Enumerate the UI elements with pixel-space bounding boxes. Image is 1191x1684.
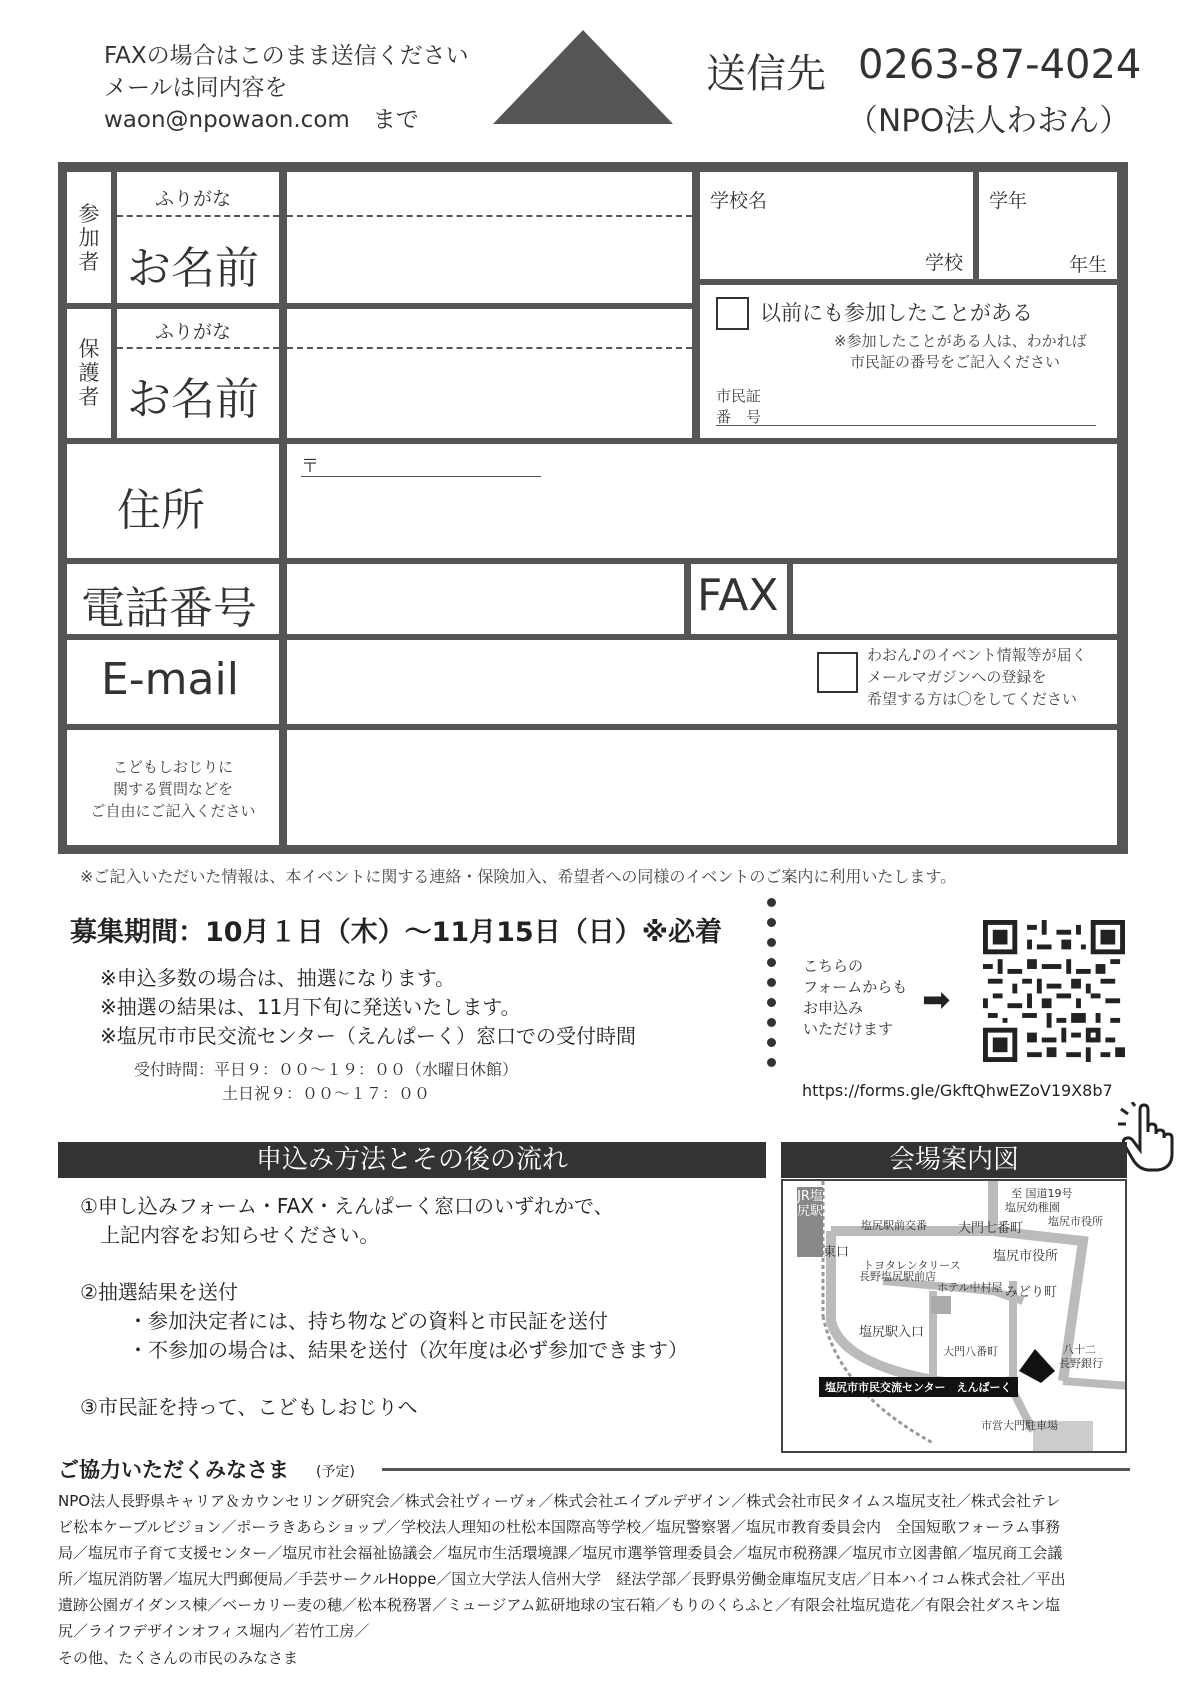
map-label-parking: 市営大門駐車場	[981, 1419, 1058, 1432]
arrow-right-icon: ➡	[922, 980, 951, 1020]
cooperation-line-3: 局／塩尻市子育て支援センター／塩尻市社会福祉協議会／塩尻市生活環境課／塩尻市選挙管理委員会／塩尻市税務課／塩尻市立図書館／塩尻商工会議	[58, 1544, 1063, 1562]
mail-magazine-note-2: メールマガジンへの登録を	[867, 668, 1047, 686]
postal-code-input[interactable]	[301, 476, 541, 477]
map-label-toyota-1: トヨタレンタリース	[863, 1259, 961, 1272]
application-period: 募集期間：10月１日（木）～11月15日（日）※必着	[70, 917, 722, 948]
qr-text-4: いただけます	[803, 1020, 894, 1038]
map-label-kindergarten: 塩尻幼稚園	[1005, 1201, 1060, 1214]
mail-magazine-checkbox[interactable]	[817, 652, 858, 693]
participant-vertical-label: 参加者	[78, 202, 100, 274]
application-form	[58, 162, 1128, 854]
map-label-route19: 至 国道19号	[1011, 1187, 1073, 1200]
map-label-station-entrance: 塩尻駅入口	[859, 1325, 925, 1340]
qr-text-3: お申込み	[803, 999, 864, 1017]
address-label: 住所	[117, 485, 205, 536]
mail-magazine-note-1: わおん♪のイベント情報等が届く	[867, 646, 1087, 664]
header-instruction-1: FAXの場合はこのまま送信ください	[104, 43, 469, 69]
fax-label-cell	[691, 564, 787, 634]
map-station-label: JR塩尻駅	[797, 1187, 823, 1257]
guardian-vertical-label: 保護者	[78, 337, 100, 409]
map-label-city-hall-2: 塩尻市役所	[993, 1249, 1059, 1264]
cooperation-line-1: NPO法人長野県キャリア＆カウンセリング研究会／株式会社ヴィーヴォ／株式会社エイブルデザイン／株式会社市民タイムス塩尻支社／株式会社テレ	[58, 1492, 1061, 1510]
cooperation-line-6: 尻／ライフデザインオフィス堀内／若竹工房／	[58, 1622, 370, 1640]
grade-suffix: 年生	[1068, 254, 1107, 276]
guardian-furigana-label: ふりがな	[155, 321, 232, 343]
guardian-name-input[interactable]	[287, 309, 692, 438]
venue-map	[781, 1179, 1127, 1453]
participant-name-label: お名前	[127, 243, 259, 294]
map-label-toyota-2: 長野塩尻駅前店	[859, 1270, 936, 1283]
previous-participation-checkbox[interactable]	[716, 297, 749, 330]
period-note-3: ※塩尻市市民交流センター（えんぱーく）窓口での受付時間	[100, 1024, 636, 1048]
cooperation-line-2: ビ松本ケーブルビジョン／ポーラきあらショップ／学校法人理知の杜松本国際高等学校／塩尻警察署／塩尻市教育委員会内 全国短歌フォーラム事務	[58, 1518, 1061, 1536]
map-label-police-box: 塩尻駅前交番	[861, 1219, 927, 1232]
map-label-bank-2: 長野銀行	[1059, 1357, 1103, 1370]
school-suffix: 学校	[924, 252, 963, 274]
period-note-1: ※申込多数の場合は、抽選になります。	[100, 966, 456, 990]
previous-participation-label: 以前にも参加したことがある	[760, 301, 1033, 325]
map-label-midori: みどり町	[1005, 1285, 1058, 1300]
guardian-name-label: お名前	[127, 374, 259, 425]
map-label-daimon8: 大門八番町	[943, 1345, 998, 1358]
previous-note-1: ※参加したことがある人は、わかれば	[834, 332, 1087, 350]
guardian-name-label-cell	[117, 309, 279, 438]
cooperation-line-4: 所／塩尻消防署／塩尻大門郵便局／手芸サークルHoppe／国立大学法人信州大学 経法学部／長野県労働金庫塩尻支店／日本ハイコム株式会社／平出	[58, 1570, 1066, 1588]
cooperation-title: ご協力いただくみなさま	[58, 1458, 289, 1482]
participant-label-cell	[67, 172, 111, 303]
grade-label: 学年	[989, 190, 1028, 212]
school-label: 学校名	[710, 190, 768, 212]
reception-hours-weekday: 受付時間：平日９：００～１９：００（水曜日休館）	[134, 1060, 519, 1079]
flow-step-1b: 上記内容をお知らせください。	[100, 1223, 380, 1247]
cooperation-line-7: その他、たくさんの市民のみなさま	[58, 1649, 299, 1667]
form-url-link[interactable]: https://forms.gle/GkftQhwEZoV19X8b7	[802, 1081, 1113, 1100]
questions-label-1: こどもしおじりに	[112, 758, 233, 776]
participant-furigana-label: ふりがな	[155, 188, 232, 210]
map-venue-label: 塩尻市市民交流センター えんぱーく	[819, 1377, 1018, 1397]
map-label-bank-1: 八十二	[1063, 1343, 1096, 1356]
map-section-title: 会場案内図	[781, 1142, 1127, 1178]
guardian-label-cell	[67, 309, 111, 438]
email-label: E-mail	[101, 654, 239, 705]
grade-input[interactable]	[979, 172, 1117, 279]
dotted-divider	[767, 898, 777, 1078]
flow-step-2b: ・不参加の場合は、結果を送付（次年度は必ず参加できます）	[128, 1338, 688, 1362]
questions-label-3: ご自由にご記入ください	[90, 802, 256, 820]
citizen-id-input[interactable]	[716, 425, 1096, 426]
cooperation-divider	[382, 1468, 1130, 1471]
reception-hours-weekend: 土日祝９：００～１７：００	[222, 1084, 431, 1103]
destination-fax-number: 0263-87-4024	[858, 42, 1142, 88]
destination-label: 送信先	[706, 51, 826, 97]
flow-step-2: ②抽選結果を送付	[80, 1280, 238, 1304]
previous-note-2: 市民証の番号をご記入ください	[850, 353, 1061, 371]
questions-label-2: 関する質問などを	[112, 780, 233, 798]
map-label-city-hall-1: 塩尻市役所	[1048, 1215, 1103, 1228]
map-label-hotel: ホテル中村屋	[937, 1281, 1003, 1294]
fax-label: FAX	[697, 570, 779, 621]
map-label-daimon7: 大門七番町	[958, 1221, 1024, 1236]
questions-label-cell	[67, 730, 279, 845]
phone-label: 電話番号	[81, 583, 257, 634]
header-instruction-2: メールは同内容を	[104, 75, 288, 101]
qr-code-icon[interactable]	[983, 920, 1125, 1062]
phone-input[interactable]	[287, 564, 684, 634]
fax-input[interactable]	[793, 564, 1117, 634]
participant-name-input[interactable]	[287, 172, 692, 303]
flow-step-1a: ①申し込みフォーム・FAX・えんぱーく窓口のいずれかで、	[80, 1194, 614, 1218]
mail-magazine-note-3: 希望する方は〇をしてください	[867, 690, 1078, 708]
questions-input[interactable]	[287, 730, 1117, 845]
phone-label-cell	[67, 564, 279, 634]
destination-organization: （NPO法人わおん）	[847, 103, 1131, 139]
flow-step-3: ③市民証を持って、こどもしおじりへ	[80, 1395, 418, 1419]
period-note-2: ※抽選の結果は、11月下旬に発送いたします。	[100, 995, 521, 1019]
school-name-input[interactable]	[700, 172, 973, 279]
postal-mark: 〒	[301, 456, 319, 477]
privacy-note: ※ご記入いただいた情報は、本イベントに関する連絡・保険加入、希望者への同様のイベントのご案内に利用いたします。	[80, 867, 957, 886]
cooperation-tentative: (予定)	[316, 1464, 355, 1480]
email-label-cell	[67, 640, 279, 724]
map-east-exit: 東口	[823, 1245, 850, 1260]
previous-participation-cell	[700, 285, 1117, 438]
citizen-id-label-1: 市民証	[716, 387, 762, 405]
email-input[interactable]	[287, 640, 1117, 724]
triangle-decoration	[493, 30, 673, 124]
qr-text-2: フォームからも	[803, 978, 908, 996]
address-input[interactable]	[287, 444, 1117, 558]
address-label-cell	[67, 444, 279, 558]
flow-step-2a: ・参加決定者には、持ち物などの資料と市民証を送付	[128, 1309, 608, 1333]
participant-name-label-cell	[117, 172, 279, 303]
flow-section-title: 申込み方法とその後の流れ	[58, 1142, 766, 1178]
qr-text-1: こちらの	[803, 957, 864, 975]
cooperation-line-5: 遺跡公園ガイダンス棟／ベーカリー麦の穂／松本税務署／ミュージアム鉱研地球の宝石箱／もりのくらふと／有限会社塩尻造花／有限会社ダスキン塩	[58, 1596, 1061, 1614]
header-email: waon@npowaon.com まで	[104, 107, 419, 133]
citizen-id-label-2: 番 号	[716, 408, 762, 426]
